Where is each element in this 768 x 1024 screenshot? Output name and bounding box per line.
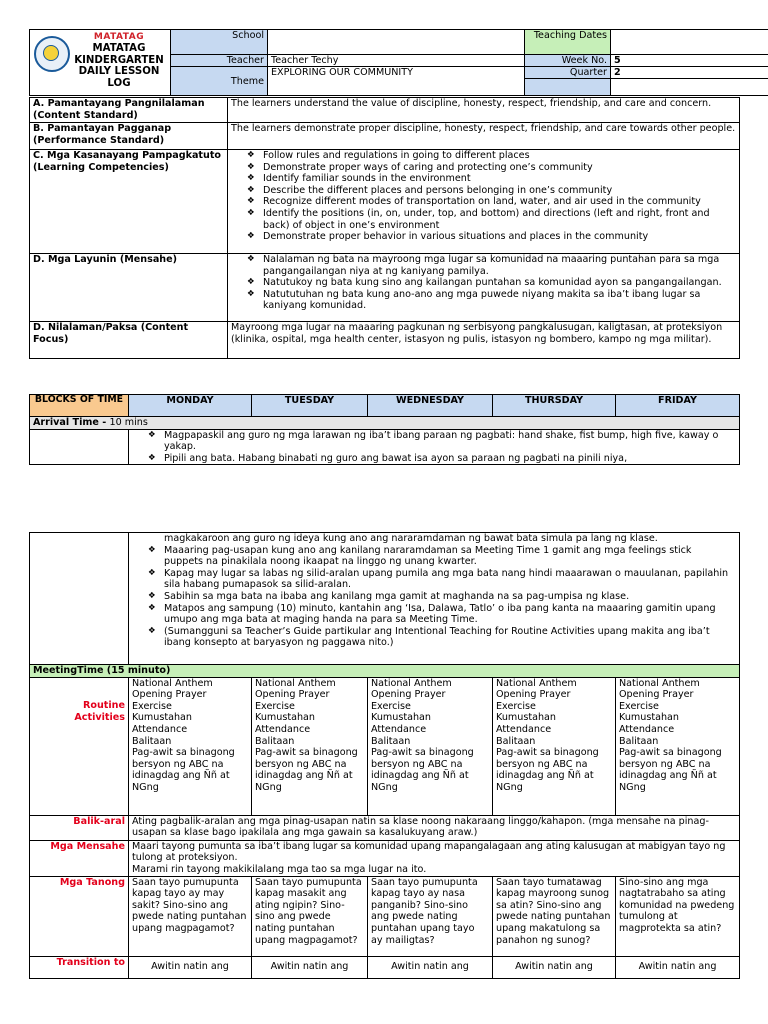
day-header-thursday: THURSDAY bbox=[493, 395, 616, 417]
balik-aral-label: Balik-aral bbox=[30, 815, 129, 840]
routine-item: Balitaan bbox=[371, 735, 411, 747]
title-line-3: DAILY LESSON bbox=[78, 66, 160, 78]
day-header-tuesday: TUESDAY bbox=[252, 395, 368, 417]
tanong-wednesday: Saan tayo pumupunta kapag tayo ay nasa panganib? Sino-sino ang pwede nating puntahan upang tayo ay mailigtas? bbox=[368, 876, 493, 956]
transition-monday: Awitin natin ang bbox=[129, 956, 252, 978]
objective-item: ❖ Natutukoy ng bata kung sino ang kailangan puntahan sa komunidad ayon sa pangangailangan. bbox=[247, 277, 733, 289]
deped-seal-icon bbox=[34, 36, 70, 72]
week-label: Week No. bbox=[525, 55, 611, 67]
tanong-thursday: Saan tayo tumatawag kapag mayroong sunog sa atin? Sino-sino ang pwede nating puntahan upang makatulong sa panahon ng sunog? bbox=[493, 876, 616, 956]
teaching-dates-label: Teaching Dates bbox=[525, 30, 611, 55]
performance-standard-text: The learners demonstrate proper discipline, honesty, respect, friendship, and care towards other people. bbox=[228, 123, 740, 150]
arrival-continuation-list bbox=[132, 545, 731, 649]
routine-item: Opening Prayer bbox=[255, 689, 330, 701]
routine-list-monday bbox=[129, 677, 252, 815]
routine-list-tuesday bbox=[252, 677, 368, 815]
routine-activities-label: Routine Activities bbox=[30, 677, 129, 815]
routine-item: Balitaan bbox=[255, 735, 295, 747]
content-standard-label: A. Pamantayang Pangnilalaman (Content Standard) bbox=[30, 98, 228, 123]
header-logo-cell bbox=[30, 30, 171, 96]
routine-item: Pag-awit sa binagong bersyon ng ABC na idinagdag ang Ññ at NGng bbox=[255, 747, 358, 793]
routine-item: Pag-awit sa binagong bersyon ng ABC na idinagdag ang Ññ at NGng bbox=[132, 747, 235, 793]
competency-item: ❖ Demonstrate proper behavior in various situations and places in the community bbox=[247, 231, 733, 243]
routine-item: Pag-awit sa binagong bersyon ng ABC na idinagdag ang Ññ at NGng bbox=[371, 747, 474, 793]
transition-label: Transition to bbox=[30, 956, 129, 978]
routine-item: Opening Prayer bbox=[132, 689, 207, 701]
title-line-1: MATATAG bbox=[92, 43, 146, 54]
header-blank bbox=[611, 79, 768, 96]
week-value: 5 bbox=[611, 55, 768, 67]
content-focus-label: D. Nilalaman/Paksa (Content Focus) bbox=[30, 322, 228, 359]
brand-label: MATATAG bbox=[93, 32, 145, 42]
blocks-of-time-header: BLOCKS OF TIME bbox=[30, 395, 129, 417]
routine-item: Exercise bbox=[619, 700, 659, 712]
arrival-time-row bbox=[30, 417, 740, 430]
tanong-monday: Saan tayo pumupunta kapag tayo ay may sakit? Sino-sino ang pwede nating puntahan upang magpagamot? bbox=[129, 876, 252, 956]
routine-item: Pag-awit sa binagong bersyon ng ABC na idinagdag ang Ññ at NGng bbox=[619, 747, 722, 793]
routine-item: Exercise bbox=[132, 700, 172, 712]
header-table bbox=[29, 29, 768, 96]
competency-item: ❖ Recognize different modes of transportation on land, water, and air used in the community bbox=[247, 196, 733, 208]
routine-item: Exercise bbox=[496, 700, 536, 712]
competency-item: ❖ Identify familiar sounds in the environment bbox=[247, 173, 733, 185]
continuation-text: magkakaroon ang guro ng ideya kung ano ang nararamdaman ng bawat bata simula pa lang ng klase. bbox=[164, 533, 658, 544]
objective-item: ❖ Natututuhan ng bata kung ano-ano ang mga puwede niyang makita sa iba’t ibang lugar sa kaniyang komunidad. bbox=[247, 289, 733, 312]
arrival-time-label: Arrival Time - bbox=[33, 417, 110, 428]
theme-value: EXPLORING OUR COMMUNITY bbox=[268, 67, 525, 96]
arrival-item: ❖ (Sumangguni sa Teacher’s Guide partikular ang Intentional Teaching for Routine Activities upang makita ang iba’t ibang konsepto at baryasyon ng paggawa nito.) bbox=[148, 626, 731, 649]
tanong-friday: Sino-sino ang mga nagtatrabaho sa ating komunidad na pwedeng tumulong at magprotekta sa atin? bbox=[616, 876, 740, 956]
content-focus-text: Mayroong mga lugar na maaaring pagkunan ng serbisyong pangkalusugan, kaligtasan, at proteksiyon (klinika, ospital, mga health center, istasyon ng pulis, istasyon ng bombero, kampo ng mga militar). bbox=[228, 322, 740, 359]
transition-friday: Awitin natin ang bbox=[616, 956, 740, 978]
objectives-label: D. Mga Layunin (Mensahe) bbox=[30, 254, 228, 322]
routine-item: Opening Prayer bbox=[619, 689, 694, 701]
objective-item: ❖ Nalalaman ng bata na mayroong mga lugar sa komunidad na maaaring puntahan para sa mga pangangailangan niya at ng kaniyang pamilya. bbox=[247, 254, 733, 277]
competencies-list bbox=[231, 150, 733, 243]
schedule-table bbox=[29, 394, 740, 465]
teacher-label: Teacher bbox=[171, 55, 268, 67]
transition-thursday: Awitin natin ang bbox=[493, 956, 616, 978]
school-label: School bbox=[171, 30, 268, 55]
meeting-time-label: MeetingTime (15 minuto) bbox=[30, 665, 740, 678]
routine-item: Opening Prayer bbox=[371, 689, 446, 701]
teacher-value: Teacher Techy bbox=[268, 55, 525, 67]
title-line-4: LOG bbox=[107, 77, 131, 89]
routine-item: Kumustahan bbox=[371, 712, 431, 724]
routine-item: Attendance bbox=[132, 723, 188, 735]
routine-item: Exercise bbox=[371, 700, 411, 712]
header-blank-blue bbox=[525, 79, 611, 96]
mensahe-text-1: Maari tayong pumunta sa iba’t ibang lugar sa komunidad upang mapangalagaan ang ating kalusugan at mabigyan tayo ng tulong at proteksiyon. bbox=[132, 840, 726, 864]
competencies-label: C. Mga Kasanayang Pampagkatuto (Learning Competencies) bbox=[30, 150, 228, 254]
routine-item: Attendance bbox=[371, 723, 427, 735]
competency-item: ❖ Describe the different places and persons belonging in one’s community bbox=[247, 185, 733, 197]
arrival-list bbox=[132, 430, 731, 465]
school-value bbox=[268, 30, 525, 55]
arrival-blank bbox=[30, 429, 129, 465]
routine-item: Opening Prayer bbox=[496, 689, 571, 701]
mensahe-text-2: Marami rin tayong makikilalang mga tao sa mga lugar na ito. bbox=[132, 863, 427, 875]
arrival-item: ❖ Pipili ang bata. Habang binabati ng guro ang bawat isa ayon sa paraan ng pagbati na pinili niya, bbox=[148, 453, 731, 465]
balik-aral-text: Ating pagbalik-aralan ang mga pinag-usapan natin sa klase noong nakaraang linggo/kahapon. (mga mensahe na pinag-usapan sa klase bago ipakilala ang mga gawain sa kasalukuyang araw.) bbox=[129, 815, 740, 840]
objectives-cell bbox=[228, 254, 740, 322]
routine-list-friday bbox=[616, 677, 740, 815]
routine-item: Pag-awit sa binagong bersyon ng ABC na idinagdag ang Ññ at NGng bbox=[496, 747, 599, 793]
day-header-friday: FRIDAY bbox=[616, 395, 740, 417]
routine-item: National Anthem bbox=[255, 677, 336, 689]
theme-label: Theme bbox=[171, 67, 268, 96]
arrival-item: ❖ Magpapaskil ang guro ng mga larawan ng iba’t ibang paraan ng pagbati: hand shake, fist bump, high five, kaway o yakap. bbox=[148, 430, 731, 453]
routine-item: National Anthem bbox=[619, 677, 700, 689]
performance-standard-label: B. Pamantayan Pagganap (Performance Standard) bbox=[30, 123, 228, 150]
continuation-blank bbox=[30, 533, 129, 665]
teaching-dates-value bbox=[611, 30, 768, 55]
transition-wednesday: Awitin natin ang bbox=[368, 956, 493, 978]
tanong-tuesday: Saan tayo pumupunta kapag masakit ang ating ngipin? Sino-sino ang pwede nating puntahan upang magpagamot? bbox=[252, 876, 368, 956]
routine-item: Balitaan bbox=[132, 735, 172, 747]
routine-item: Kumustahan bbox=[619, 712, 679, 724]
competencies-cell bbox=[228, 150, 740, 254]
arrival-item: ❖ Sabihin sa mga bata na ibaba ang kanilang mga gamit at maghanda na sa pag-umpisa ng klase. bbox=[148, 591, 731, 603]
quarter-value: 2 bbox=[611, 67, 768, 79]
day-header-wednesday: WEDNESDAY bbox=[368, 395, 493, 417]
routine-item: Balitaan bbox=[619, 735, 659, 747]
routine-item: Attendance bbox=[619, 723, 675, 735]
competency-item: ❖ Follow rules and regulations in going to different places bbox=[247, 150, 733, 162]
arrival-duration: 10 mins bbox=[109, 417, 148, 428]
schedule-table-page-2 bbox=[29, 532, 740, 979]
competency-item: ❖ Identify the positions (in, on, under, top, and bottom) and directions (left and right, front and back) of object in one’s environment bbox=[247, 208, 733, 231]
continuation-cell bbox=[129, 533, 740, 665]
routine-item: National Anthem bbox=[371, 677, 452, 689]
competency-item: ❖ Demonstrate proper ways of caring and protecting one’s community bbox=[247, 162, 733, 174]
arrival-activities bbox=[129, 429, 740, 465]
quarter-label: Quarter bbox=[525, 67, 611, 79]
routine-list-wednesday bbox=[368, 677, 493, 815]
routine-item: Balitaan bbox=[496, 735, 536, 747]
routine-item: National Anthem bbox=[132, 677, 213, 689]
day-header-monday: MONDAY bbox=[129, 395, 252, 417]
mga-mensahe-cell bbox=[129, 840, 740, 876]
title-line-2: KINDERGARTEN bbox=[74, 54, 164, 66]
routine-item: Attendance bbox=[255, 723, 311, 735]
arrival-item: ❖ Kapag may lugar sa labas ng silid-aralan upang pumila ang mga bata nang hindi maaarawan o mauulanan, papilahin sila habang pumapasok sa silid-aralan. bbox=[148, 568, 731, 591]
routine-list-thursday bbox=[493, 677, 616, 815]
content-standard-text: The learners understand the value of discipline, honesty, respect, friendship, and care and concern. bbox=[228, 98, 740, 123]
standards-table bbox=[29, 97, 740, 359]
transition-tuesday: Awitin natin ang bbox=[252, 956, 368, 978]
routine-item: Attendance bbox=[496, 723, 552, 735]
routine-item: National Anthem bbox=[496, 677, 577, 689]
mga-mensahe-label: Mga Mensahe bbox=[30, 840, 129, 876]
routine-item: Kumustahan bbox=[255, 712, 315, 724]
arrival-item: ❖ Maaaring pag-usapan kung ano ang kanilang nararamdaman sa Meeting Time 1 gamit ang mga feelings stick puppets na pinakilala noong ikaapat na linggo ng unang kwarter. bbox=[148, 545, 731, 568]
routine-item: Kumustahan bbox=[496, 712, 556, 724]
routine-item: Kumustahan bbox=[132, 712, 192, 724]
arrival-item: ❖ Matapos ang sampung (10) minuto, kantahin ang ‘Isa, Dalawa, Tatlo’ o iba pang kanta na maaaring gamitin upang umupo ang mga bata at maging handa na para sa Meeting Time. bbox=[148, 603, 731, 626]
objectives-list bbox=[231, 254, 733, 312]
mga-tanong-label: Mga Tanong bbox=[30, 876, 129, 956]
routine-item: Exercise bbox=[255, 700, 295, 712]
